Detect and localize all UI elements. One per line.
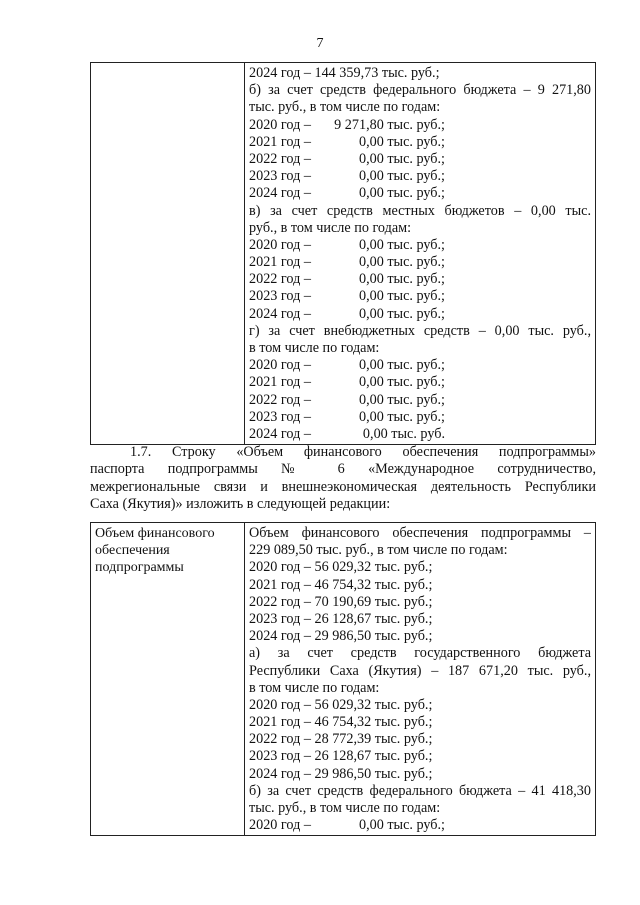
financing-table-new (90, 522, 596, 836)
paragraph-line: 1.7. Строку «Объем финансового обеспечения подпрограммы» (130, 444, 596, 460)
amount-value: 0,00 тыс. руб.; (358, 374, 445, 391)
left-cell-line: Объем финансового (95, 526, 215, 541)
year-label: 2020 год – (249, 817, 311, 834)
year-label: 2023 год – (249, 168, 311, 185)
year-label: 2022 год – (249, 271, 311, 288)
text-line: в том числе по годам: (249, 679, 380, 696)
amount-value: 0,00 тыс. руб.; (358, 391, 445, 408)
text-line: 2021 год – 46 754,32 тыс. руб.; (249, 576, 433, 593)
financing-table-continued (90, 62, 596, 445)
amount-value: 0,00 тыс. руб.; (358, 133, 445, 150)
amount-value: 0,00 тыс. руб.; (358, 408, 445, 425)
text-line: в) за счет средств местных бюджетов – 0,00 тыс. (249, 202, 591, 219)
amount-value: 0,00 тыс. руб.; (358, 271, 445, 288)
text-line: 2023 год – 26 128,67 тыс. руб.; (249, 748, 433, 765)
year-amount-line (249, 357, 591, 374)
text-line: Республики Саха (Якутия) – 187 671,20 тыс. руб., (249, 662, 591, 679)
text-line: г) за счет внебюджетных средств – 0,00 тыс. руб., (249, 322, 591, 339)
text-line: 2020 год – 56 029,32 тыс. руб.; (249, 559, 433, 576)
amount-value: 0,00 тыс. руб.; (358, 305, 445, 322)
left-cell-line: подпрограммы (95, 560, 184, 576)
year-label: 2020 год – (249, 357, 311, 374)
year-label: 2024 год – (249, 185, 311, 202)
amount-value: 0,00 тыс. руб.; (358, 288, 445, 305)
text-line: б) за счет средств федерального бюджета – 9 271,80 (249, 82, 591, 99)
text-line: а) за счет средств государственного бюджета (249, 645, 591, 662)
amount-value: 0,00 тыс. руб.; (358, 185, 445, 202)
year-amount-line (249, 117, 591, 134)
text-line: 2024 год – 29 986,50 тыс. руб.; (249, 628, 433, 645)
text-line: 2023 год – 26 128,67 тыс. руб.; (249, 610, 433, 627)
year-label: 2021 год – (249, 374, 311, 391)
amount-value: 0,00 тыс. руб.; (358, 254, 445, 271)
text-line: 2021 год – 46 754,32 тыс. руб.; (249, 714, 433, 731)
text-line: 229 089,50 тыс. руб., в том числе по годам: (249, 542, 508, 559)
page-number: 7 (316, 36, 324, 51)
table-right-cell (245, 63, 596, 445)
text-line: 2024 год – 144 359,73 тыс. руб.; (249, 65, 440, 81)
year-amount-line (249, 426, 591, 443)
year-amount-line (249, 817, 591, 834)
year-label: 2021 год – (249, 133, 311, 150)
funding-lines (249, 525, 591, 834)
year-label: 2022 год – (249, 150, 311, 167)
year-amount-line (249, 288, 591, 305)
table-left-cell (91, 523, 245, 836)
year-label: 2022 год – (249, 391, 311, 408)
year-amount-line (249, 168, 591, 185)
amount-value: 0,00 тыс. руб.; (358, 817, 445, 834)
year-label: 2024 год – (249, 425, 311, 442)
paragraph-line: межрегиональные связи и внешнеэкономическая деятельность Республики (90, 478, 596, 495)
text-line: в том числе по годам: (249, 340, 380, 356)
amount-value: 0,00 тыс. руб.; (358, 236, 445, 253)
paragraph-line: Саха (Якутия)» изложить в следующей редакции: (90, 495, 391, 512)
text-line: Объем финансового обеспечения подпрограммы – (249, 525, 591, 541)
text-line: тыс. руб., в том числе по годам: (249, 800, 441, 816)
table-right-cell (245, 523, 596, 836)
amount-value: 0,00 тыс. руб.; (358, 357, 445, 374)
year-amount-line (249, 409, 591, 426)
year-label: 2023 год – (249, 408, 311, 425)
text-line: 2020 год – 56 029,32 тыс. руб.; (249, 696, 433, 713)
year-amount-line (249, 134, 591, 151)
amount-value: 0,00 тыс. руб.; (358, 168, 445, 185)
year-label: 2020 год – (249, 236, 311, 253)
year-label: 2020 год – (249, 116, 311, 133)
year-amount-line (249, 254, 591, 271)
year-amount-line (249, 374, 591, 391)
amount-value: 9 271,80 тыс. руб.; (334, 116, 445, 133)
year-amount-line (249, 271, 591, 288)
table-row (91, 523, 596, 836)
year-label: 2021 год – (249, 254, 311, 271)
year-amount-line (249, 185, 591, 202)
text-line: 2022 год – 28 772,39 тыс. руб.; (249, 731, 433, 748)
text-line: тыс. руб., в том числе по годам: (249, 99, 441, 116)
year-amount-line (249, 392, 591, 409)
table-row (91, 63, 596, 445)
text-line: 2024 год – 29 986,50 тыс. руб.; (249, 765, 433, 782)
text-line: руб., в том числе по годам: (249, 219, 412, 236)
left-cell-line: обеспечения (95, 543, 170, 559)
funding-lines (249, 65, 591, 443)
text-line: б) за счет средств федерального бюджета – 41 418,30 (249, 782, 591, 799)
year-amount-line (249, 237, 591, 254)
text-line: 2022 год – 70 190,69 тыс. руб.; (249, 593, 433, 610)
year-amount-line (249, 151, 591, 168)
year-label: 2024 год – (249, 305, 311, 322)
amount-value: 0,00 тыс. руб.; (358, 150, 445, 167)
amount-value: 0,00 тыс. руб. (362, 425, 445, 442)
amendment-paragraph (90, 444, 596, 513)
paragraph-line: паспорта подпрограммы № 6 «Международное сотрудничество, (90, 461, 596, 478)
year-label: 2023 год – (249, 288, 311, 305)
year-amount-line (249, 306, 591, 323)
table-left-cell (91, 63, 245, 445)
